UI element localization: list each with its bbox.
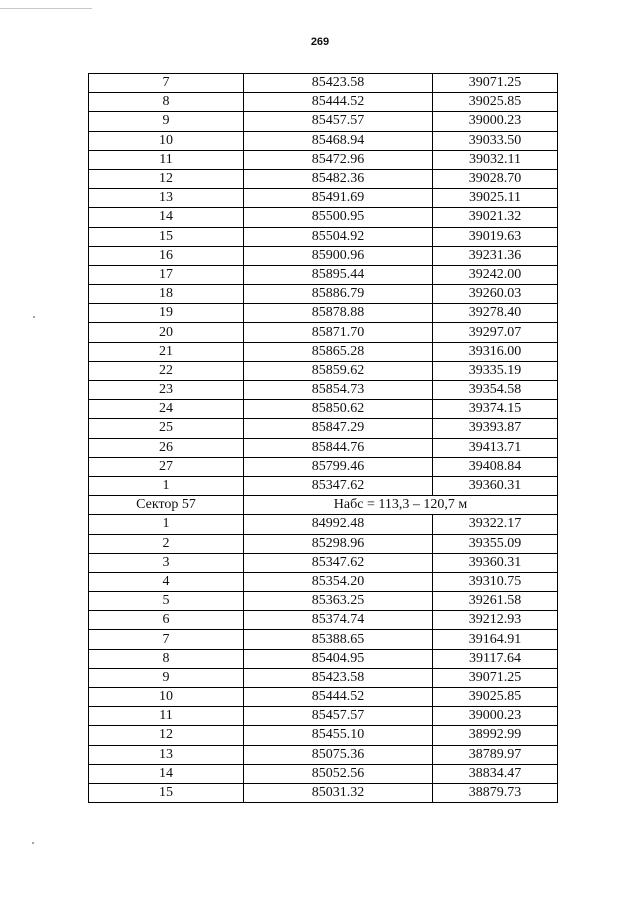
table-row bbox=[89, 630, 558, 649]
table-row bbox=[89, 400, 558, 419]
x-coordinate-cell: 85444.52 bbox=[244, 93, 433, 112]
sector-elevation: Набс = 113,3 – 120,7 м bbox=[244, 496, 558, 515]
x-coordinate-cell: 85374.74 bbox=[244, 611, 433, 630]
x-coordinate-cell: 85354.20 bbox=[244, 572, 433, 591]
x-coordinate-cell: 85423.58 bbox=[244, 74, 433, 93]
point-number-cell: 21 bbox=[89, 342, 244, 361]
y-coordinate-cell: 38992.99 bbox=[433, 726, 558, 745]
point-number-cell: 10 bbox=[89, 688, 244, 707]
point-number-cell: 14 bbox=[89, 208, 244, 227]
y-coordinate-cell: 39278.40 bbox=[433, 304, 558, 323]
point-number-cell: 7 bbox=[89, 74, 244, 93]
table-row bbox=[89, 553, 558, 572]
x-coordinate-cell: 85347.62 bbox=[244, 553, 433, 572]
point-number-cell: 1 bbox=[89, 476, 244, 495]
x-coordinate-cell: 85423.58 bbox=[244, 668, 433, 687]
table-row bbox=[89, 745, 558, 764]
point-number-cell: 18 bbox=[89, 285, 244, 304]
sector-header-row bbox=[89, 496, 558, 515]
x-coordinate-cell: 85504.92 bbox=[244, 227, 433, 246]
x-coordinate-cell: 85850.62 bbox=[244, 400, 433, 419]
x-coordinate-cell: 85472.96 bbox=[244, 150, 433, 169]
y-coordinate-cell: 39310.75 bbox=[433, 572, 558, 591]
table-row bbox=[89, 783, 558, 802]
point-number-cell: 13 bbox=[89, 745, 244, 764]
x-coordinate-cell: 85871.70 bbox=[244, 323, 433, 342]
x-coordinate-cell: 85404.95 bbox=[244, 649, 433, 668]
x-coordinate-cell: 85388.65 bbox=[244, 630, 433, 649]
point-number-cell: 8 bbox=[89, 649, 244, 668]
y-coordinate-cell: 39028.70 bbox=[433, 169, 558, 188]
x-coordinate-cell: 85457.57 bbox=[244, 112, 433, 131]
x-coordinate-cell: 85900.96 bbox=[244, 246, 433, 265]
table-row bbox=[89, 611, 558, 630]
x-coordinate-cell: 85482.36 bbox=[244, 169, 433, 188]
table-row bbox=[89, 649, 558, 668]
point-number-cell: 15 bbox=[89, 783, 244, 802]
table-row bbox=[89, 246, 558, 265]
point-number-cell: 7 bbox=[89, 630, 244, 649]
x-coordinate-cell: 85865.28 bbox=[244, 342, 433, 361]
table-row bbox=[89, 208, 558, 227]
rows-before-sector bbox=[89, 74, 558, 496]
table-row bbox=[89, 342, 558, 361]
x-coordinate-cell: 85363.25 bbox=[244, 592, 433, 611]
point-number-cell: 23 bbox=[89, 381, 244, 400]
x-coordinate-cell: 85844.76 bbox=[244, 438, 433, 457]
table-row bbox=[89, 764, 558, 783]
y-coordinate-cell: 39360.31 bbox=[433, 553, 558, 572]
sector-header-group bbox=[89, 496, 558, 515]
y-coordinate-cell: 39000.23 bbox=[433, 707, 558, 726]
x-coordinate-cell: 85468.94 bbox=[244, 131, 433, 150]
table-row bbox=[89, 265, 558, 284]
y-coordinate-cell: 39032.11 bbox=[433, 150, 558, 169]
point-number-cell: 27 bbox=[89, 457, 244, 476]
y-coordinate-cell: 39025.85 bbox=[433, 688, 558, 707]
y-coordinate-cell: 39316.00 bbox=[433, 342, 558, 361]
y-coordinate-cell: 39164.91 bbox=[433, 630, 558, 649]
y-coordinate-cell: 39242.00 bbox=[433, 265, 558, 284]
y-coordinate-cell: 39025.85 bbox=[433, 93, 558, 112]
table-row bbox=[89, 381, 558, 400]
x-coordinate-cell: 85500.95 bbox=[244, 208, 433, 227]
scan-speck bbox=[33, 316, 35, 318]
table-row bbox=[89, 169, 558, 188]
y-coordinate-cell: 39408.84 bbox=[433, 457, 558, 476]
table-row bbox=[89, 592, 558, 611]
y-coordinate-cell: 39021.32 bbox=[433, 208, 558, 227]
y-coordinate-cell: 38789.97 bbox=[433, 745, 558, 764]
y-coordinate-cell: 39393.87 bbox=[433, 419, 558, 438]
point-number-cell: 5 bbox=[89, 592, 244, 611]
x-coordinate-cell: 85878.88 bbox=[244, 304, 433, 323]
x-coordinate-cell: 85052.56 bbox=[244, 764, 433, 783]
table-row bbox=[89, 688, 558, 707]
point-number-cell: 12 bbox=[89, 169, 244, 188]
point-number-cell: 9 bbox=[89, 668, 244, 687]
table-row bbox=[89, 304, 558, 323]
scan-speck bbox=[32, 842, 34, 844]
table-row bbox=[89, 707, 558, 726]
point-number-cell: 13 bbox=[89, 189, 244, 208]
point-number-cell: 3 bbox=[89, 553, 244, 572]
table-row bbox=[89, 189, 558, 208]
table-row bbox=[89, 112, 558, 131]
x-coordinate-cell: 85457.57 bbox=[244, 707, 433, 726]
point-number-cell: 20 bbox=[89, 323, 244, 342]
point-number-cell: 4 bbox=[89, 572, 244, 591]
point-number-cell: 19 bbox=[89, 304, 244, 323]
table-row bbox=[89, 476, 558, 495]
scan-edge-line bbox=[0, 8, 92, 9]
table-row bbox=[89, 457, 558, 476]
table-row bbox=[89, 534, 558, 553]
x-coordinate-cell: 85455.10 bbox=[244, 726, 433, 745]
x-coordinate-cell: 85347.62 bbox=[244, 476, 433, 495]
y-coordinate-cell: 39297.07 bbox=[433, 323, 558, 342]
sector-label: Сектор 57 bbox=[89, 496, 244, 515]
table-row bbox=[89, 515, 558, 534]
table-row bbox=[89, 131, 558, 150]
y-coordinate-cell: 39071.25 bbox=[433, 74, 558, 93]
y-coordinate-cell: 39335.19 bbox=[433, 361, 558, 380]
point-number-cell: 22 bbox=[89, 361, 244, 380]
y-coordinate-cell: 39261.58 bbox=[433, 592, 558, 611]
table-row bbox=[89, 361, 558, 380]
table-row bbox=[89, 227, 558, 246]
point-number-cell: 12 bbox=[89, 726, 244, 745]
y-coordinate-cell: 38834.47 bbox=[433, 764, 558, 783]
y-coordinate-cell: 39260.03 bbox=[433, 285, 558, 304]
table-row bbox=[89, 74, 558, 93]
point-number-cell: 6 bbox=[89, 611, 244, 630]
y-coordinate-cell: 39019.63 bbox=[433, 227, 558, 246]
point-number-cell: 16 bbox=[89, 246, 244, 265]
x-coordinate-cell: 84992.48 bbox=[244, 515, 433, 534]
y-coordinate-cell: 39322.17 bbox=[433, 515, 558, 534]
y-coordinate-cell: 39212.93 bbox=[433, 611, 558, 630]
point-number-cell: 15 bbox=[89, 227, 244, 246]
table-row bbox=[89, 323, 558, 342]
table-row bbox=[89, 572, 558, 591]
point-number-cell: 14 bbox=[89, 764, 244, 783]
rows-after-sector bbox=[89, 515, 558, 803]
x-coordinate-cell: 85075.36 bbox=[244, 745, 433, 764]
table-row bbox=[89, 726, 558, 745]
point-number-cell: 26 bbox=[89, 438, 244, 457]
table-row bbox=[89, 93, 558, 112]
x-coordinate-cell: 85298.96 bbox=[244, 534, 433, 553]
y-coordinate-cell: 39355.09 bbox=[433, 534, 558, 553]
y-coordinate-cell: 39071.25 bbox=[433, 668, 558, 687]
table-row bbox=[89, 419, 558, 438]
point-number-cell: 10 bbox=[89, 131, 244, 150]
y-coordinate-cell: 39413.71 bbox=[433, 438, 558, 457]
page-number: 269 bbox=[310, 36, 330, 48]
point-number-cell: 11 bbox=[89, 150, 244, 169]
y-coordinate-cell: 39374.15 bbox=[433, 400, 558, 419]
y-coordinate-cell: 39354.58 bbox=[433, 381, 558, 400]
y-coordinate-cell: 38879.73 bbox=[433, 783, 558, 802]
point-number-cell: 8 bbox=[89, 93, 244, 112]
x-coordinate-cell: 85031.32 bbox=[244, 783, 433, 802]
point-number-cell: 9 bbox=[89, 112, 244, 131]
x-coordinate-cell: 85895.44 bbox=[244, 265, 433, 284]
point-number-cell: 17 bbox=[89, 265, 244, 284]
x-coordinate-cell: 85491.69 bbox=[244, 189, 433, 208]
y-coordinate-cell: 39360.31 bbox=[433, 476, 558, 495]
y-coordinate-cell: 39033.50 bbox=[433, 131, 558, 150]
y-coordinate-cell: 39025.11 bbox=[433, 189, 558, 208]
x-coordinate-cell: 85859.62 bbox=[244, 361, 433, 380]
coordinates-table bbox=[88, 73, 558, 803]
table-row bbox=[89, 285, 558, 304]
point-number-cell: 11 bbox=[89, 707, 244, 726]
table-row bbox=[89, 438, 558, 457]
point-number-cell: 24 bbox=[89, 400, 244, 419]
x-coordinate-cell: 85854.73 bbox=[244, 381, 433, 400]
x-coordinate-cell: 85847.29 bbox=[244, 419, 433, 438]
table-row bbox=[89, 150, 558, 169]
y-coordinate-cell: 39000.23 bbox=[433, 112, 558, 131]
x-coordinate-cell: 85444.52 bbox=[244, 688, 433, 707]
point-number-cell: 1 bbox=[89, 515, 244, 534]
point-number-cell: 2 bbox=[89, 534, 244, 553]
x-coordinate-cell: 85799.46 bbox=[244, 457, 433, 476]
point-number-cell: 25 bbox=[89, 419, 244, 438]
table-row bbox=[89, 668, 558, 687]
x-coordinate-cell: 85886.79 bbox=[244, 285, 433, 304]
y-coordinate-cell: 39231.36 bbox=[433, 246, 558, 265]
y-coordinate-cell: 39117.64 bbox=[433, 649, 558, 668]
